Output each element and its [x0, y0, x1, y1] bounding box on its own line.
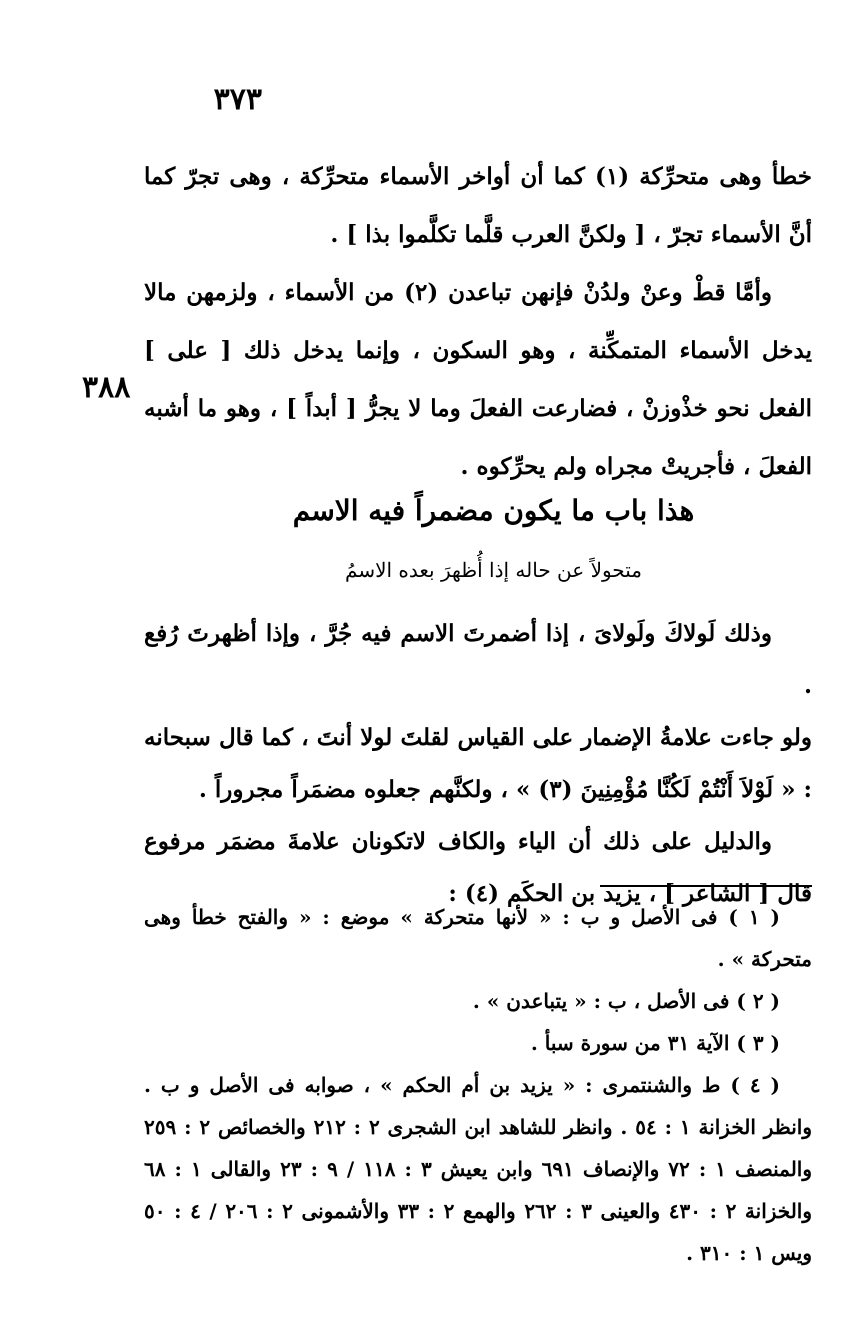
paragraph-1: خطأ وهى متحرِّكة (١) كما أن أواخر الأسماء متحرِّكة ، وهى تجرّ كما أنَّ الأسماء تجرّ ، [ ولكنَّ العرب قلَّما تكلَّموا بذا ] . [144, 163, 812, 248]
footnote-3: ( ٣ ) الآية ٣١ من سورة سبأ . [530, 1031, 780, 1055]
section-heading: هذا باب ما يكون مضمراً فيه الاسم [292, 494, 695, 527]
paragraph-2: وأمَّا قطْ وعنْ ولدُنْ فإنهن تباعدن (٢) من الأسماء ، ولزمهن مالا يدخل الأسماء المتمكِّنة ، وهو السكون ، وإنما يدخل ذلك [ على ] الفعل نحو خذْوزنْ ، فضارعت الفعلَ وما لا يجرُّ [ أبداً ] ، وهو ما أشبه الفعلَ ، فأجريتْ مجراه ولم يحرِّكوه . [144, 279, 812, 480]
section-paragraph-1: وذلك لَولاكَ ولَولاىَ ، إذا أضمرتَ الاسم فيه جُرَّ ، وإذا أظهرتَ رُفع . [144, 620, 812, 699]
footnote-4: ( ٤ ) ط والشنتمرى : « يزيد بن أم الحكم » ، صوابه فى الأصل و ب . وانظر الخزانة ١ : ٥٤ . وانظر للشاهد ابن الشجرى ٢ : ٢١٢ والخصائص ٢ : ٢٥٩ والمنصف ١ : ٧٢ والإنصاف ٦٩١ وابن يعيش ٣ : ١١٨ / ٩ : ٢٣ والقالى ١ : ٦٨ والخزانة ٢ : ٤٣٠ والعينى ٣ : ٢٦٢ والهمع ٢ : ٣٣ والأشمونى ٢ : ٢٠٦ / ٤ : ٥٠ ويس ١ : ٣١٠ . [144, 1073, 813, 1265]
section-text-block [144, 608, 812, 920]
footnote-2: ( ٢ ) فى الأصل ، ب : « يتباعدن » . [472, 989, 780, 1013]
footnotes-block [144, 896, 812, 1274]
section-paragraph-3: والدليل على ذلك أن الياء والكاف لاتكونان علامةَ مضمَر مرفوع قال [ الشاعر ] ، يزيد بن الحكَم (٤) : [144, 828, 812, 907]
footnote-1: ( ١ ) فى الأصل و ب : « لأنها متحركة » موضع : « والفتح خطأ وهى متحركة » . [144, 905, 812, 971]
section-subheading: متحولاً عن حاله إذا أُظهرَ بعده الاسمُ [345, 558, 642, 582]
margin-reference-number: ٣٨٨ [82, 370, 131, 405]
footnote-divider [600, 885, 812, 887]
page-number: ٣٧٣ [213, 82, 262, 117]
section-paragraph-2: ولو جاءت علامةُ الإضمار على القياس لقلتَ لولا أنتَ ، كما قال سبحانه : « لَوْلاَ أَنْتُمْ لَكُنَّا مُؤْمِنِينَ (٣) » ، ولكنَّهم جعلوه مضمَراً مجروراً . [144, 724, 812, 803]
main-text-block [144, 148, 812, 496]
